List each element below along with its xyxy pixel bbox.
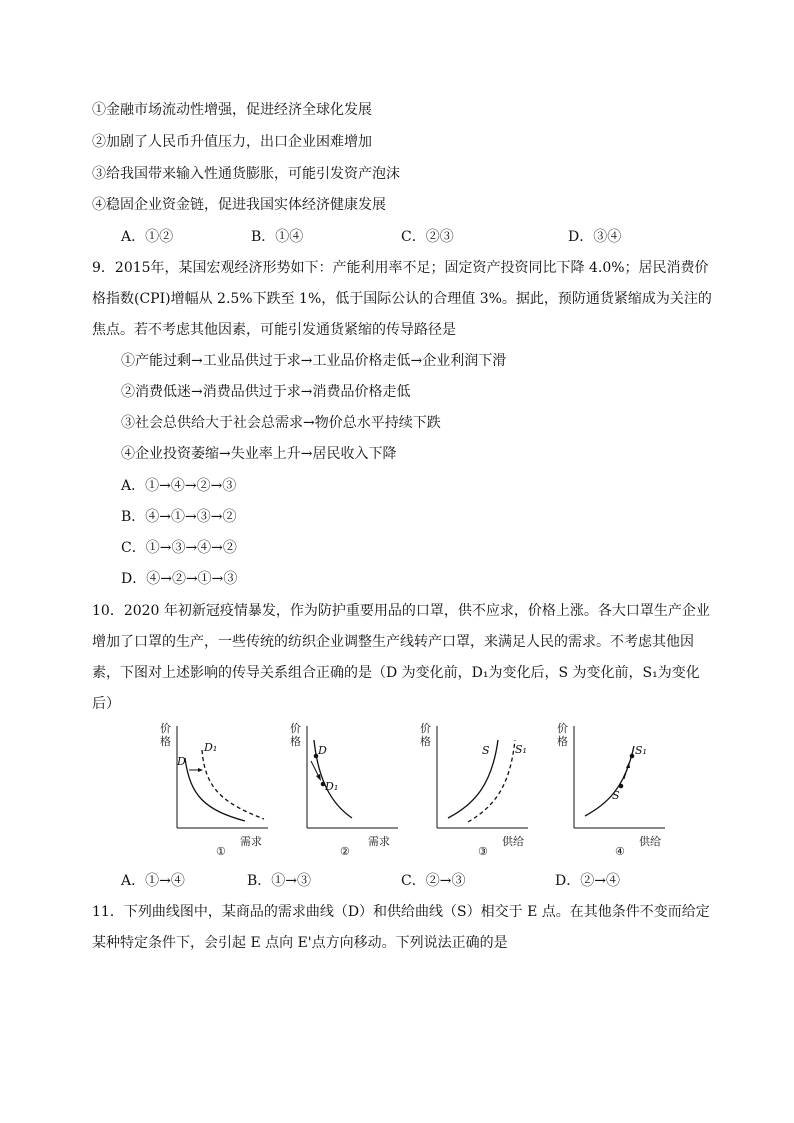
point-s [619, 784, 624, 789]
q10-stem-line-1: 10．2020 年初新冠疫情暴发，作为防护重要用品的口罩，供不应求，价格上涨。各大口罩生产企业 [92, 603, 710, 619]
y-axis-label-char-2: 格 [420, 735, 431, 748]
y-axis-label-char-1: 价 [557, 722, 568, 735]
q9-item-3: ③社会总供给大于社会总需求→物价总水平持续下跌 [121, 415, 441, 431]
q9-stem-line-2: 格指数(CPI)增幅从 2.5%下跌至 1%，低于国际公认的合理值 3%。据此，预防通货紧缩成为关注的 [92, 291, 712, 307]
q11-stem-line-1: 11．下列曲线图中，某商品的需求曲线（D）和供给曲线（S）相交于 E 点。在其他条件不变而给定 [92, 904, 710, 920]
movement-arrowhead [316, 774, 321, 781]
x-axis-label: 供给 [639, 835, 661, 848]
q10-graph-4 [557, 718, 672, 863]
q9-item-4: ④企业投资萎缩→失业率上升→居民收入下降 [121, 446, 397, 462]
q10-option-c[interactable]: C．②→③ [401, 873, 466, 889]
q10-option-d[interactable]: D．②→④ [555, 873, 620, 889]
point-d-label: D [318, 744, 327, 757]
curve-s1 [468, 740, 515, 822]
curve-d-label: D [177, 755, 186, 768]
graph-caption: ③ [478, 845, 488, 858]
q9-option-b[interactable]: B．④→①→③→② [121, 509, 237, 525]
q10-graph-2 [290, 718, 405, 863]
q8-item-1: ①金融市场流动性增强，促进经济全球化发展 [92, 102, 372, 118]
q9-option-c[interactable]: C．①→③→④→② [121, 540, 237, 556]
curve-s-label: S [482, 744, 490, 757]
q11-stem-line-2: 某种特定条件下，会引起 E 点向 E'点方向移动。下列说法正确的是 [92, 935, 508, 951]
graph-caption: ④ [615, 845, 625, 858]
q9-stem-line-3: 焦点。若不考虑其他因素，可能引发通货紧缩的传导路径是 [92, 322, 456, 338]
y-axis-label-char-1: 价 [290, 722, 301, 735]
point-s1-label: S₁ [635, 744, 647, 757]
q10-option-a[interactable]: A．①→④ [121, 873, 185, 889]
q9-stem-line-1: 9．2015年，某国宏观经济形势如下：产能利用率不足；固定资产投资同比下降 4.0%；居民消费价 [92, 260, 709, 276]
q9-option-a[interactable]: A．①→④→②→③ [121, 478, 237, 494]
q10-stem-line-2: 增加了口罩的生产，一些传统的纺织企业调整生产线转产口罩，来满足人民的需求。不考虑其他因 [92, 634, 694, 650]
q8-option-b[interactable]: B．①④ [251, 229, 304, 245]
x-axis-label: 供给 [502, 835, 524, 848]
q8-item-3: ③给我国带来输入性通货膨胀，可能引发资产泡沫 [92, 166, 400, 182]
curve-s1-label: S₁ [515, 743, 527, 756]
q10-graph-3 [420, 718, 535, 863]
x-axis-label: 需求 [368, 835, 390, 848]
graph-caption: ② [340, 845, 350, 858]
curve-s [448, 740, 498, 818]
y-axis-label-char-2: 格 [160, 735, 171, 748]
x-axis-label: 需求 [240, 835, 262, 848]
q10-option-b[interactable]: B．①→③ [247, 873, 312, 889]
q9-option-d[interactable]: D．④→②→①→③ [121, 571, 238, 587]
point-d1-label: D₁ [325, 780, 339, 793]
q9-item-2: ②消费低迷→消费品供过于求→消费品价格走低 [121, 384, 411, 400]
point-s-label: S [612, 789, 620, 802]
q10-stem-line-3: 素，下图对上述影响的传导关系组合正确的是（D 为变化前，D₁为变化后，S 为变化前，S₁为变化 [92, 665, 700, 681]
y-axis-label-char-1: 价 [420, 722, 431, 735]
q9-item-1: ①产能过剩→工业品供过于求→工业品价格走低→企业利润下滑 [121, 353, 507, 369]
y-axis-label-char-1: 价 [160, 722, 171, 735]
point-s1 [630, 754, 635, 759]
curve-d1-label: D₁ [204, 741, 218, 754]
q10-stem-line-4: 后） [92, 696, 120, 712]
curve-d1 [202, 750, 264, 819]
q10-graph-1 [160, 718, 275, 863]
curve-s [585, 746, 634, 816]
q8-item-4: ④稳固企业资金链，促进我国实体经济健康发展 [92, 197, 386, 213]
y-axis-label-char-2: 格 [557, 735, 568, 748]
q8-option-a[interactable]: A．①② [121, 229, 174, 245]
q8-option-d[interactable]: D．③④ [568, 229, 622, 245]
q8-option-c[interactable]: C．②③ [401, 229, 454, 245]
y-axis-label-char-2: 格 [290, 735, 301, 748]
q8-item-2: ②加剧了人民币升值压力，出口企业困难增加 [92, 134, 372, 150]
shift-arrowhead [198, 768, 203, 772]
graph-caption: ① [216, 845, 226, 858]
